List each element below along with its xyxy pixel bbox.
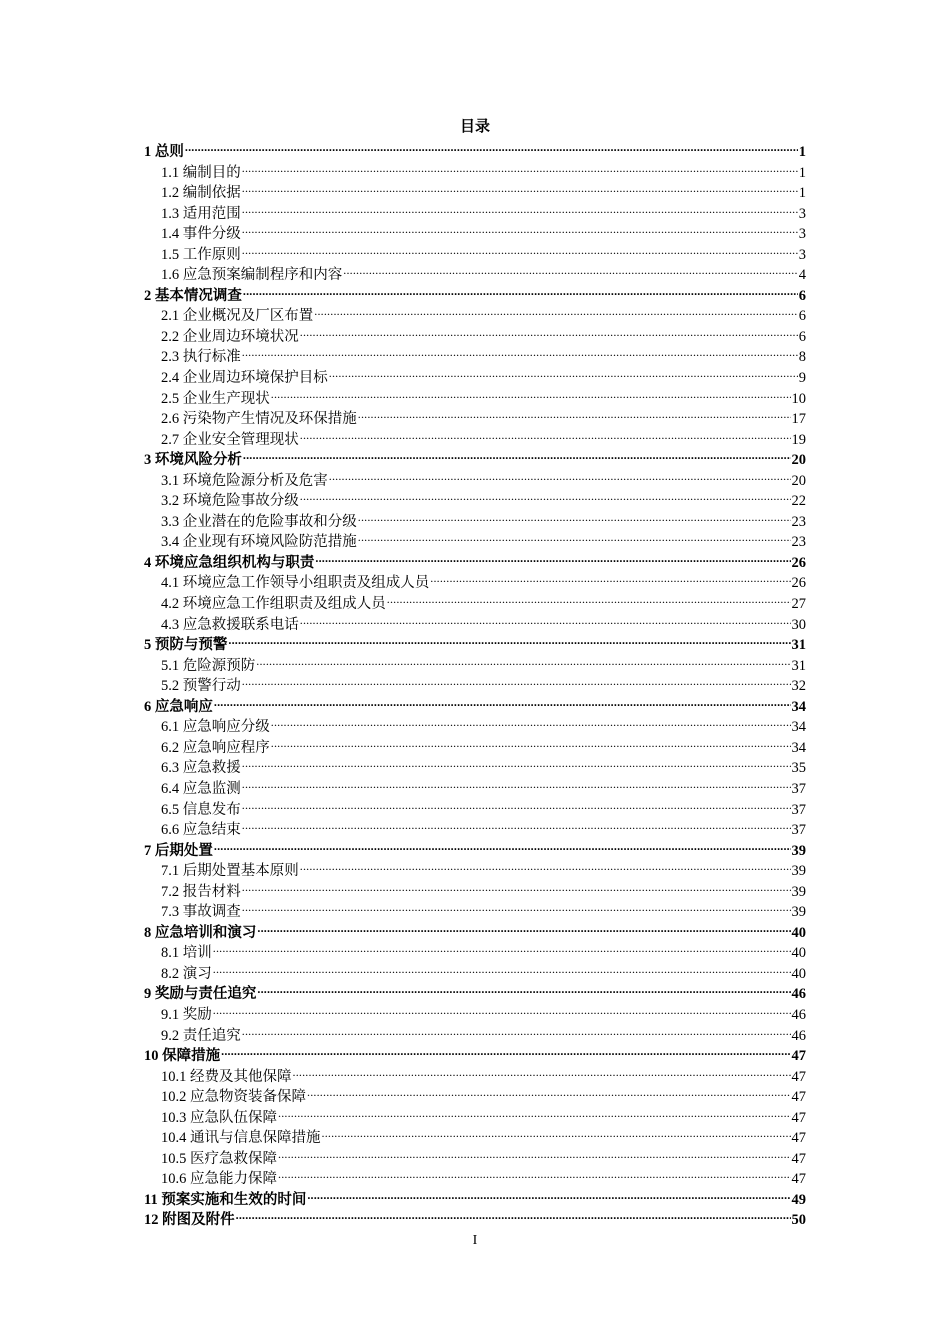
toc-entry-page-number: 26	[791, 554, 806, 571]
toc-section-entry[interactable]	[144, 670, 806, 695]
dot-leader	[358, 506, 791, 526]
toc-entry-label: 1.4 事件分级	[161, 226, 241, 243]
toc-section-entry[interactable]	[144, 752, 806, 777]
dot-leader	[300, 424, 791, 444]
dot-leader	[271, 383, 791, 403]
dot-leader	[243, 280, 798, 300]
toc-entry-page-number: 6	[798, 328, 806, 345]
dot-leader	[257, 978, 790, 998]
dot-leader	[242, 157, 798, 177]
toc-entry-label: 3.3 企业潜在的危险事故和分级	[161, 513, 357, 530]
dot-leader	[242, 794, 791, 814]
toc-entry-label: 2.6 污染物产生情况及环保措施	[161, 411, 357, 428]
dot-leader	[307, 1081, 791, 1101]
toc-section-entry[interactable]	[144, 465, 806, 489]
toc-section-entry[interactable]	[144, 218, 806, 243]
toc-entry-page-number: 22	[791, 493, 806, 510]
toc-entry-page-number: 1	[798, 144, 806, 160]
toc-entry-label: 2.7 企业安全管理现状	[161, 431, 299, 448]
toc-section-entry[interactable]	[144, 999, 806, 1023]
dot-leader	[278, 1102, 791, 1122]
toc-entry-page-number: 46	[791, 1006, 806, 1023]
toc-entry-label: 8.1 培训	[161, 945, 212, 962]
toc-entry-page-number: 23	[791, 534, 806, 551]
toc-section-entry[interactable]	[144, 896, 806, 921]
toc-entry-label: 3.2 环境危险事故分级	[161, 493, 299, 510]
dot-leader	[293, 1061, 791, 1081]
toc-section-entry[interactable]	[144, 300, 806, 325]
toc-chapter-entry[interactable]	[144, 1204, 806, 1229]
toc-section-entry[interactable]	[144, 1061, 806, 1085]
dot-leader	[185, 136, 798, 156]
toc-chapter-entry[interactable]	[144, 444, 806, 469]
dot-leader	[213, 937, 791, 957]
toc-chapter-entry[interactable]	[144, 136, 806, 160]
toc-entry-label: 2 基本情况调查	[144, 287, 242, 304]
toc-entry-label: 10.4 通讯与信息保障措施	[161, 1130, 321, 1147]
dot-leader	[329, 362, 798, 382]
dot-leader	[257, 917, 790, 937]
toc-entry-label: 4.3 应急救援联系电话	[161, 616, 299, 633]
toc-chapter-entry[interactable]	[144, 917, 806, 941]
toc-entry-label: 9.2 责任追究	[161, 1027, 241, 1044]
toc-entry-page-number: 40	[791, 945, 806, 962]
toc-entry-label: 1.1 编制目的	[161, 164, 241, 181]
toc-section-entry[interactable]	[144, 773, 806, 797]
dot-leader	[242, 896, 791, 916]
dot-leader	[271, 711, 791, 731]
toc-section-entry[interactable]	[144, 814, 806, 839]
dot-leader	[300, 855, 791, 875]
toc-section-entry[interactable]	[144, 259, 806, 284]
toc-entry-page-number: 39	[791, 863, 806, 880]
toc-entry-page-number: 10	[791, 390, 806, 407]
dot-leader	[329, 465, 791, 485]
toc-entry-label: 7.1 后期处置基本原则	[161, 863, 299, 880]
toc-entry-label: 10.2 应急物资装备保障	[161, 1089, 306, 1106]
toc-chapter-entry[interactable]	[144, 629, 806, 654]
dot-leader	[242, 814, 791, 834]
dot-leader	[242, 876, 791, 896]
toc-entry-page-number: 47	[791, 1048, 806, 1065]
dot-leader	[307, 1184, 790, 1204]
toc-chapter-entry[interactable]	[144, 280, 806, 304]
toc-entry-label: 11 预案实施和生效的时间	[144, 1191, 307, 1208]
toc-entry-page-number: 46	[791, 986, 806, 1003]
toc-section-entry[interactable]	[144, 958, 806, 982]
dot-leader	[322, 1122, 791, 1142]
toc-entry-label: 3.1 环境危险源分析及危害	[161, 472, 328, 489]
toc-entry-page-number: 1	[798, 164, 806, 181]
dot-leader	[242, 198, 798, 218]
dot-leader	[387, 588, 791, 608]
toc-entry-page-number: 3	[798, 205, 806, 222]
toc-entry-label: 2.5 企业生产现状	[161, 390, 270, 407]
toc-entry-label: 4.2 环境应急工作组职责及组成人员	[161, 596, 386, 613]
page-number-footer: I	[472, 1233, 478, 1248]
table-of-contents	[144, 136, 806, 1229]
toc-entry-page-number: 32	[791, 678, 806, 695]
toc-entry-page-number: 39	[791, 842, 806, 859]
toc-entry-label: 2.1 企业概况及厂区布置	[161, 308, 314, 325]
toc-entry-label: 10.1 经费及其他保障	[161, 1068, 292, 1085]
toc-entry-label: 1.5 工作原则	[161, 246, 241, 263]
toc-entry-page-number: 26	[791, 575, 806, 592]
toc-entry-label: 2.2 企业周边环境状况	[161, 328, 299, 345]
toc-section-entry[interactable]	[144, 1020, 806, 1044]
toc-entry-label: 12 附图及附件	[144, 1212, 235, 1229]
toc-entry-page-number: 47	[791, 1068, 806, 1085]
toc-entry-label: 6 应急响应	[144, 698, 213, 715]
toc-entry-page-number: 47	[791, 1150, 806, 1167]
dot-leader	[242, 218, 798, 238]
dot-leader	[213, 958, 791, 978]
dot-leader	[315, 547, 790, 567]
toc-entry-page-number: 34	[791, 719, 806, 736]
toc-entry-label: 6.5 信息发布	[161, 801, 241, 818]
dot-leader	[343, 259, 798, 279]
dot-leader	[242, 341, 798, 361]
toc-section-entry[interactable]	[144, 362, 806, 387]
toc-entry-page-number: 8	[798, 349, 806, 366]
toc-entry-label: 6.2 应急响应程序	[161, 739, 270, 756]
toc-entry-page-number: 30	[791, 616, 806, 633]
toc-entry-page-number: 47	[791, 1109, 806, 1126]
toc-entry-page-number: 34	[791, 739, 806, 756]
toc-entry-page-number: 39	[791, 904, 806, 921]
dot-leader	[300, 485, 791, 505]
toc-entry-page-number: 9	[798, 370, 806, 387]
toc-entry-page-number: 6	[798, 287, 806, 304]
toc-entry-label: 6.4 应急监测	[161, 780, 241, 797]
toc-entry-page-number: 20	[791, 452, 806, 469]
toc-entry-label: 6.6 应急结束	[161, 822, 241, 839]
toc-entry-label: 2.3 执行标准	[161, 349, 241, 366]
toc-entry-page-number: 37	[791, 822, 806, 839]
dot-leader	[278, 1143, 791, 1163]
toc-entry-label: 5 预防与预警	[144, 637, 228, 654]
toc-entry-page-number: 17	[791, 411, 806, 428]
dot-leader	[300, 609, 791, 629]
toc-section-entry[interactable]	[144, 937, 806, 962]
toc-section-entry[interactable]	[144, 239, 806, 263]
toc-entry-page-number: 31	[791, 657, 806, 674]
toc-entry-label: 7 后期处置	[144, 842, 213, 859]
dot-leader	[314, 300, 798, 320]
toc-entry-page-number: 1	[798, 185, 806, 202]
toc-entry-page-number: 3	[798, 226, 806, 243]
toc-entry-label: 6.3 应急救援	[161, 760, 241, 777]
toc-section-entry[interactable]	[144, 650, 806, 674]
toc-chapter-entry[interactable]	[144, 1040, 806, 1065]
toc-section-entry[interactable]	[144, 711, 806, 736]
toc-entry-page-number: 46	[791, 1027, 806, 1044]
dot-leader	[213, 999, 791, 1019]
toc-entry-label: 10.5 医疗急救保障	[161, 1150, 277, 1167]
toc-title: 目录	[459, 119, 490, 135]
toc-entry-label: 4 环境应急组织机构与职责	[144, 554, 315, 571]
toc-entry-page-number: 6	[798, 308, 806, 325]
toc-section-entry[interactable]	[144, 157, 806, 181]
toc-section-entry[interactable]	[144, 794, 806, 818]
toc-entry-page-number: 40	[791, 965, 806, 982]
toc-chapter-entry[interactable]	[144, 978, 806, 1003]
toc-entry-page-number: 39	[791, 883, 806, 900]
dot-leader	[242, 752, 791, 772]
toc-section-entry[interactable]	[144, 876, 806, 900]
toc-section-entry[interactable]	[144, 341, 806, 366]
toc-entry-label: 1.3 适用范围	[161, 205, 241, 222]
toc-entry-page-number: 27	[791, 596, 806, 613]
toc-entry-page-number: 47	[791, 1130, 806, 1147]
dot-leader	[242, 1020, 791, 1040]
dot-leader	[256, 650, 790, 670]
toc-entry-label: 6.1 应急响应分级	[161, 719, 270, 736]
toc-entry-page-number: 40	[791, 924, 806, 941]
toc-entry-label: 1.6 应急预案编制程序和内容	[161, 267, 343, 284]
dot-leader	[221, 1040, 790, 1060]
toc-entry-label: 3.4 企业现有环境风险防范措施	[161, 534, 357, 551]
toc-entry-label: 8.2 演习	[161, 965, 212, 982]
dot-leader	[358, 526, 791, 546]
toc-section-entry[interactable]	[144, 177, 806, 202]
toc-entry-label: 7.2 报告材料	[161, 883, 241, 900]
toc-entry-label: 4.1 环境应急工作领导小组职责及组成人员	[161, 575, 430, 592]
toc-entry-label: 10.6 应急能力保障	[161, 1171, 277, 1188]
dot-leader	[242, 177, 798, 197]
toc-entry-page-number: 49	[791, 1191, 806, 1208]
toc-entry-page-number: 31	[791, 637, 806, 654]
dot-leader	[242, 239, 798, 259]
toc-entry-page-number: 37	[791, 801, 806, 818]
toc-entry-label: 5.1 危险源预防	[161, 657, 256, 674]
dot-leader	[430, 567, 790, 587]
toc-entry-page-number: 23	[791, 513, 806, 530]
dot-leader	[228, 629, 790, 649]
toc-entry-label: 1 总则	[144, 144, 184, 160]
dot-leader	[214, 835, 791, 855]
toc-chapter-entry[interactable]	[144, 691, 806, 715]
dot-leader	[271, 732, 791, 752]
toc-entry-label: 2.4 企业周边环境保护目标	[161, 370, 328, 387]
toc-entry-page-number: 47	[791, 1089, 806, 1106]
dot-leader	[242, 670, 791, 690]
toc-section-entry[interactable]	[144, 855, 806, 880]
toc-entry-page-number: 4	[798, 267, 806, 284]
dot-leader	[236, 1204, 791, 1224]
toc-entry-page-number: 37	[791, 780, 806, 797]
toc-entry-label: 3 环境风险分析	[144, 452, 242, 469]
toc-entry-label: 1.2 编制依据	[161, 185, 241, 202]
toc-entry-label: 8 应急培训和演习	[144, 924, 257, 941]
toc-entry-label: 9.1 奖励	[161, 1006, 212, 1023]
toc-entry-page-number: 3	[798, 246, 806, 263]
toc-entry-label: 10.3 应急队伍保障	[161, 1109, 277, 1126]
toc-entry-page-number: 19	[791, 431, 806, 448]
toc-entry-page-number: 20	[791, 472, 806, 489]
toc-entry-page-number: 50	[791, 1212, 806, 1229]
dot-leader	[243, 444, 791, 464]
dot-leader	[242, 773, 791, 793]
toc-chapter-entry[interactable]	[144, 835, 806, 859]
toc-entry-label: 10 保障措施	[144, 1048, 221, 1065]
toc-entry-label: 9 奖励与责任追究	[144, 986, 257, 1003]
dot-leader	[300, 321, 798, 341]
toc-section-entry[interactable]	[144, 198, 806, 222]
toc-entry-page-number: 47	[791, 1171, 806, 1188]
toc-entry-page-number: 34	[791, 698, 806, 715]
toc-entry-label: 7.3 事故调查	[161, 904, 241, 921]
dot-leader	[214, 691, 791, 711]
dot-leader	[278, 1163, 791, 1183]
toc-entry-page-number: 35	[791, 760, 806, 777]
toc-entry-label: 5.2 预警行动	[161, 678, 241, 695]
dot-leader	[358, 403, 791, 423]
